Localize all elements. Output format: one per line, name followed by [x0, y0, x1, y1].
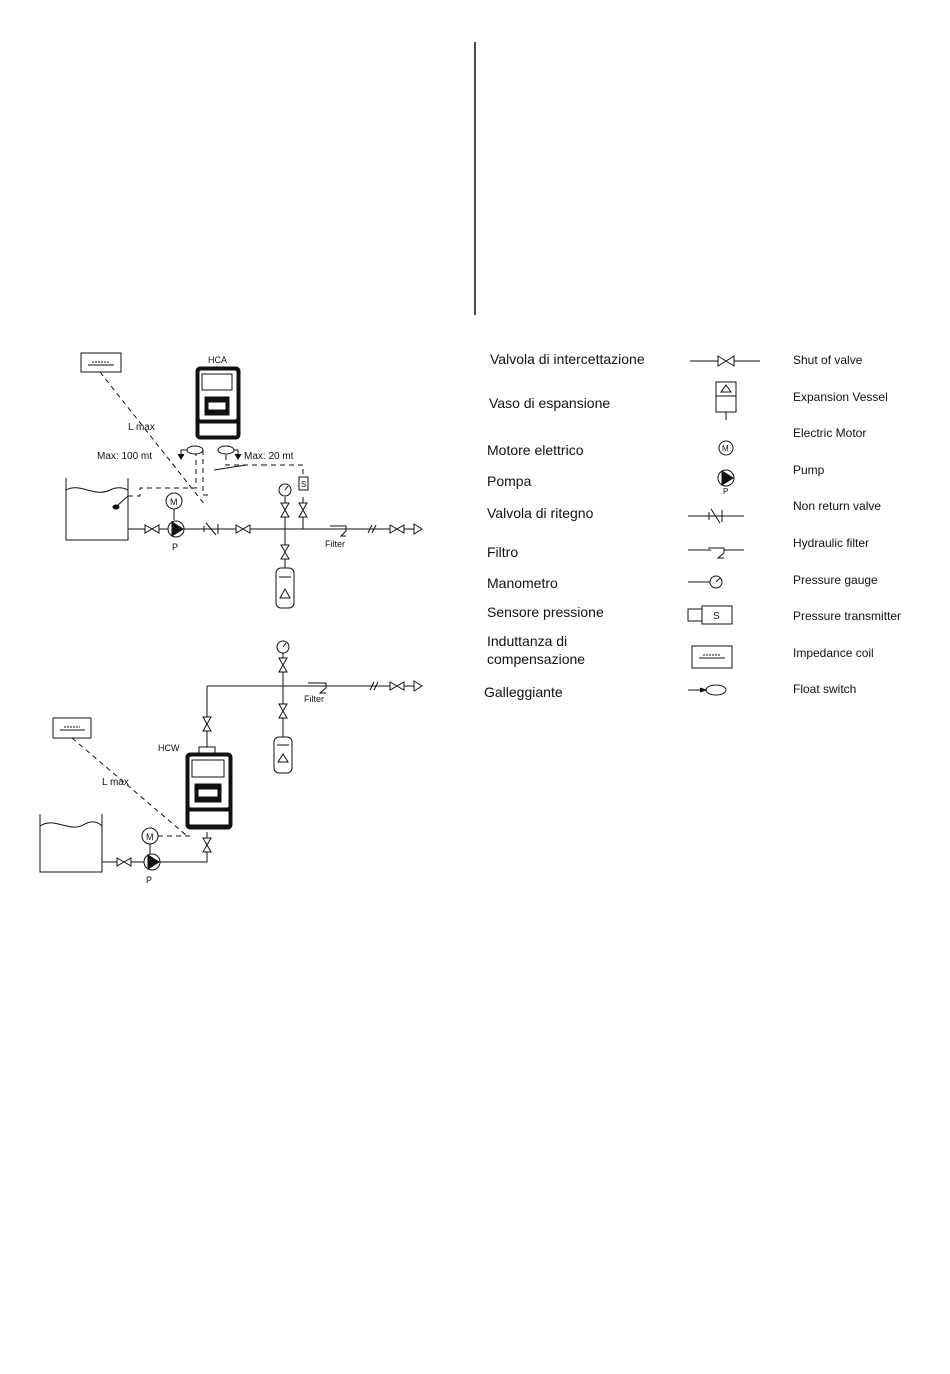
expansion-vessel-icon [716, 382, 736, 420]
legend-it-filter: Filtro [487, 544, 519, 560]
legend-en-pressure-gauge: Pressure gauge [793, 573, 878, 587]
hcw-inverter [186, 753, 232, 829]
legend-en-float-switch: Float switch [793, 682, 857, 696]
pump-label-bottom: P [146, 875, 153, 885]
legend-pump-letter: P [723, 487, 729, 496]
l-max-label-top: L max [128, 422, 155, 433]
legend-motor-letter: M [722, 444, 729, 453]
pump-label-top: P [172, 542, 179, 552]
bottom-hydraulic-diagram [40, 641, 422, 872]
filter-label-top: Filter [325, 539, 345, 549]
legend-it-non-return-valve: Valvola di ritegno [487, 505, 594, 521]
max-20-label: Max: 20 mt [244, 451, 294, 462]
legend-it-float: Galleggiante [484, 684, 563, 700]
float-switch-icon [688, 685, 726, 695]
top-hydraulic-diagram [66, 353, 422, 608]
shutoff-valve-icon [690, 356, 760, 366]
pressure-gauge-icon [688, 576, 722, 588]
legend-en-impedance-coil: Impedance coil [793, 646, 874, 660]
legend-it-pump: Pompa [487, 473, 532, 489]
legend-it-electric-motor: Motore elettrico [487, 442, 584, 458]
legend-en-pressure-transmitter: Pressure transmitter [793, 609, 902, 623]
legend-it-shutoff-valve: Valvola di intercettazione [490, 351, 645, 367]
legend-it-impedance-coil-line2: compensazione [487, 651, 586, 667]
legend-en-non-return-valve: Non return valve [793, 499, 882, 513]
legend-it-impedance-coil-line1: Induttanza di [487, 633, 568, 649]
impedance-coil-icon-2 [53, 718, 91, 738]
hcw-label: HCW [158, 743, 180, 753]
legend-en-pump: Pump [793, 463, 825, 477]
pump-icon [718, 470, 734, 486]
non-return-valve-icon [688, 509, 744, 523]
legend-en-filter: Hydraulic filter [793, 536, 870, 550]
sensor-label-top: S [301, 480, 307, 489]
legend-symbols [688, 356, 760, 695]
max-100-label: Max: 100 mt [97, 451, 153, 462]
legend-it-expansion-vessel: Vaso di espansione [489, 395, 611, 411]
impedance-coil-legend-icon [692, 646, 732, 668]
legend-sensor-letter: S [713, 611, 720, 622]
legend-en-expansion-vessel: Expansion Vessel [793, 390, 888, 404]
legend-it-pressure-gauge: Manometro [487, 575, 558, 591]
motor-label-bottom: M [146, 832, 154, 842]
filter-label-bottom: Filter [304, 694, 324, 704]
tank [66, 478, 128, 540]
hca-label: HCA [208, 355, 228, 365]
legend-en-shutoff-valve: Shut of valve [793, 353, 863, 367]
hca-inverter [196, 367, 240, 439]
hydraulic-filter-icon [688, 548, 744, 558]
legend-en-electric-motor: Electric Motor [793, 426, 867, 440]
motor-label-top: M [170, 497, 178, 507]
legend-it-pressure-sensor: Sensore pressione [487, 604, 604, 620]
pressure-transmitter-icon [688, 606, 732, 624]
impedance-coil-icon [81, 353, 121, 372]
l-max-label-bottom: L max [102, 777, 129, 788]
